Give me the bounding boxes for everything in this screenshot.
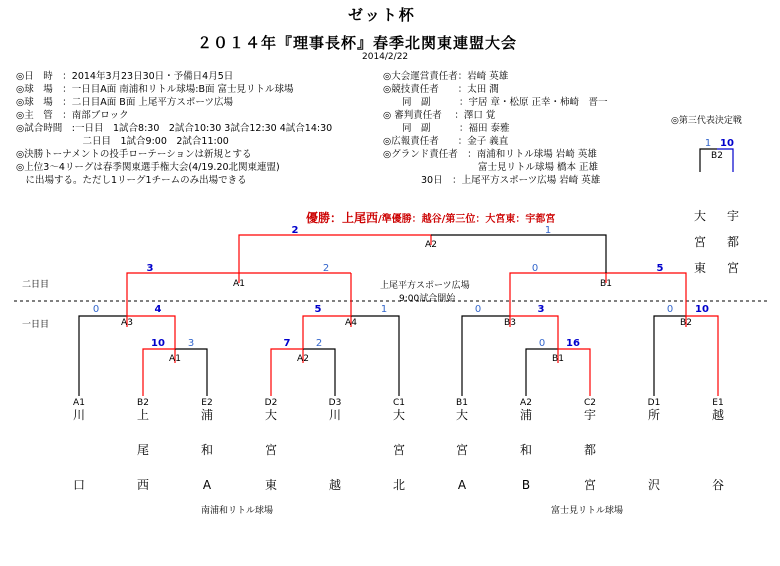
score-label: 10	[151, 338, 165, 349]
team-char: 浦	[200, 408, 214, 422]
node-label: B1	[600, 279, 612, 289]
team-char: 宮	[726, 261, 740, 275]
bracket-line	[239, 235, 431, 273]
team-char: 越	[328, 478, 342, 492]
team-char: 和	[200, 443, 214, 457]
node-label: A2	[297, 354, 309, 364]
team-code: B2	[137, 398, 149, 408]
team-char: 西	[136, 478, 150, 492]
score-label: 4	[154, 304, 162, 315]
info-line: ◎大会運営責任者：岩崎 英雄	[383, 71, 509, 82]
info-line: ◎広報責任者 ：金子 義直	[383, 136, 509, 147]
team-code: D2	[264, 398, 278, 408]
third-rep-label: ◎第三代表決定戦	[671, 116, 742, 126]
info-line: に出場する。ただし1リーグ1チームのみ出場できる	[16, 175, 247, 186]
team-char: 宮	[392, 443, 406, 457]
other-results-text: /準優勝：越谷/第三位：大宮東：宇都宮	[378, 214, 556, 225]
bracket-line	[606, 273, 686, 316]
score-label: 3	[537, 304, 545, 315]
info-line: ◎試合時間 :一日目 1試合8:30 2試合10:30 3試合12:30 4試合14:30	[16, 123, 333, 134]
team-code: A1	[73, 398, 85, 408]
score-label: 5	[314, 304, 322, 315]
center-venue-time: 9:00試合開始	[399, 294, 456, 304]
team-char: 川	[328, 408, 342, 422]
venue-right: 富士見リトル球場	[551, 506, 624, 516]
team-char: 川	[72, 408, 86, 422]
tournament-date: 2014/2/22	[362, 52, 409, 62]
node-label: B2	[680, 318, 692, 328]
center-venue-name: 上尾平方スポーツ広場	[380, 281, 470, 291]
team-char: 宮	[693, 235, 707, 249]
day2-label: 二日目	[22, 280, 50, 290]
team-char: 都	[583, 443, 597, 457]
team-char: 谷	[711, 478, 725, 492]
team-char: 北	[392, 478, 406, 492]
team-char: 東	[693, 261, 707, 275]
team-code: D1	[647, 398, 661, 408]
team-char: 沢	[647, 478, 661, 492]
team-code: A2	[520, 398, 532, 408]
score-label: 0	[92, 304, 100, 315]
team-char: 宇	[583, 408, 597, 422]
score-label: 2	[322, 263, 330, 274]
info-line: ◎上位3～4リーグは春季関東選手権大会(4/19.20北関東連盟)	[16, 162, 280, 173]
info-line: 同 副 ：福田 泰雅	[383, 123, 510, 134]
team-char: 上	[136, 408, 150, 422]
score-label: 0	[474, 304, 482, 315]
node-label: A1	[169, 354, 181, 364]
team-char: 和	[519, 443, 533, 457]
team-char: A	[202, 478, 212, 492]
team-code: E1	[712, 398, 724, 408]
tournament-title: ゼット杯	[348, 6, 416, 24]
team-char: 宮	[455, 443, 469, 457]
bracket-line	[510, 273, 606, 316]
tournament-subtitle: ２０１４年『理事長杯』春季北関東連盟大会	[197, 34, 518, 52]
bracket-line	[462, 316, 510, 396]
score-label: 5	[656, 263, 664, 274]
team-char: B	[521, 478, 531, 492]
bracket-line	[431, 235, 606, 273]
node-label: A4	[345, 318, 357, 328]
bracket-line	[79, 316, 127, 396]
score-label: 0	[666, 304, 674, 315]
info-line: ◎日 時 ：2014年3月23日30日・予備日4月5日	[16, 71, 234, 82]
info-line: 二日目 1試合9:00 2試合11:00	[16, 136, 229, 147]
info-line: ◎球 場 ：一日目A面 南浦和リトル球場:B面 富士見リトル球場	[16, 84, 294, 95]
bracket-line	[654, 316, 686, 396]
team-char: 大	[693, 209, 707, 223]
team-char: 所	[647, 408, 661, 422]
info-line: 富士見リトル球場 橋本 正雄	[383, 162, 599, 173]
score-label: 16	[566, 338, 580, 349]
score-label: 0	[531, 263, 539, 274]
info-line: ◎決勝トーナメントの投手ローテーションは新規とする	[16, 149, 252, 160]
score-label: 7	[283, 338, 291, 349]
score-label: 2	[291, 225, 299, 236]
score-label: 1	[380, 304, 388, 315]
score-label: 10	[720, 138, 734, 149]
node-label: A3	[121, 318, 133, 328]
team-char: 都	[726, 235, 740, 249]
score-label: 3	[187, 338, 195, 349]
info-line: ◎ 審判責任者 ：澤口 覚	[383, 110, 496, 121]
info-line: ◎競技責任者 ：太田 潤	[383, 84, 499, 95]
info-line: ◎主 管 ：南部ブロック	[16, 110, 129, 121]
score-label: 0	[538, 338, 546, 349]
team-code: B1	[456, 398, 468, 408]
team-char: 越	[711, 408, 725, 422]
team-char: 大	[392, 408, 406, 422]
score-label: 10	[695, 304, 709, 315]
team-char: 大	[264, 408, 278, 422]
team-char: 宮	[583, 478, 597, 492]
node-label: A2	[425, 240, 437, 250]
score-label: 3	[146, 263, 154, 274]
info-line: ◎球 場 ：二日目A面 B面 上尾平方スポーツ広場	[16, 97, 233, 108]
node-label: B2	[711, 151, 723, 161]
node-label: B1	[552, 354, 564, 364]
bracket-line	[510, 316, 558, 349]
team-char: 浦	[519, 408, 533, 422]
node-label: A1	[233, 279, 245, 289]
team-char: 口	[72, 478, 86, 492]
info-line: 30日 ：上尾平方スポーツ広場 岩崎 英雄	[383, 175, 601, 186]
team-code: C2	[583, 398, 597, 408]
team-char: A	[457, 478, 467, 492]
team-char: 大	[455, 408, 469, 422]
team-char: 宮	[264, 443, 278, 457]
info-line: 同 副 ：宇居 章・松原 正幸・柿崎 晋一	[383, 97, 608, 108]
team-char: 東	[264, 478, 278, 492]
score-label: 2	[315, 338, 323, 349]
bracket-line	[686, 316, 718, 396]
champion-text: 優勝：上尾西	[306, 211, 379, 225]
day1-label: 一日目	[22, 320, 50, 330]
info-line: ◎グランド責任者 ：南浦和リトル球場 岩崎 英雄	[383, 149, 597, 160]
team-code: D3	[328, 398, 342, 408]
team-char: 宇	[726, 209, 740, 223]
team-code: C1	[392, 398, 406, 408]
bracket-line	[303, 316, 351, 349]
venue-left: 南浦和リトル球場	[201, 506, 274, 516]
score-label: 1	[704, 138, 712, 149]
score-label: 1	[544, 225, 552, 236]
team-char: 尾	[136, 443, 150, 457]
node-label: B3	[504, 318, 516, 328]
bracket-line	[351, 316, 399, 396]
team-code: E2	[201, 398, 213, 408]
